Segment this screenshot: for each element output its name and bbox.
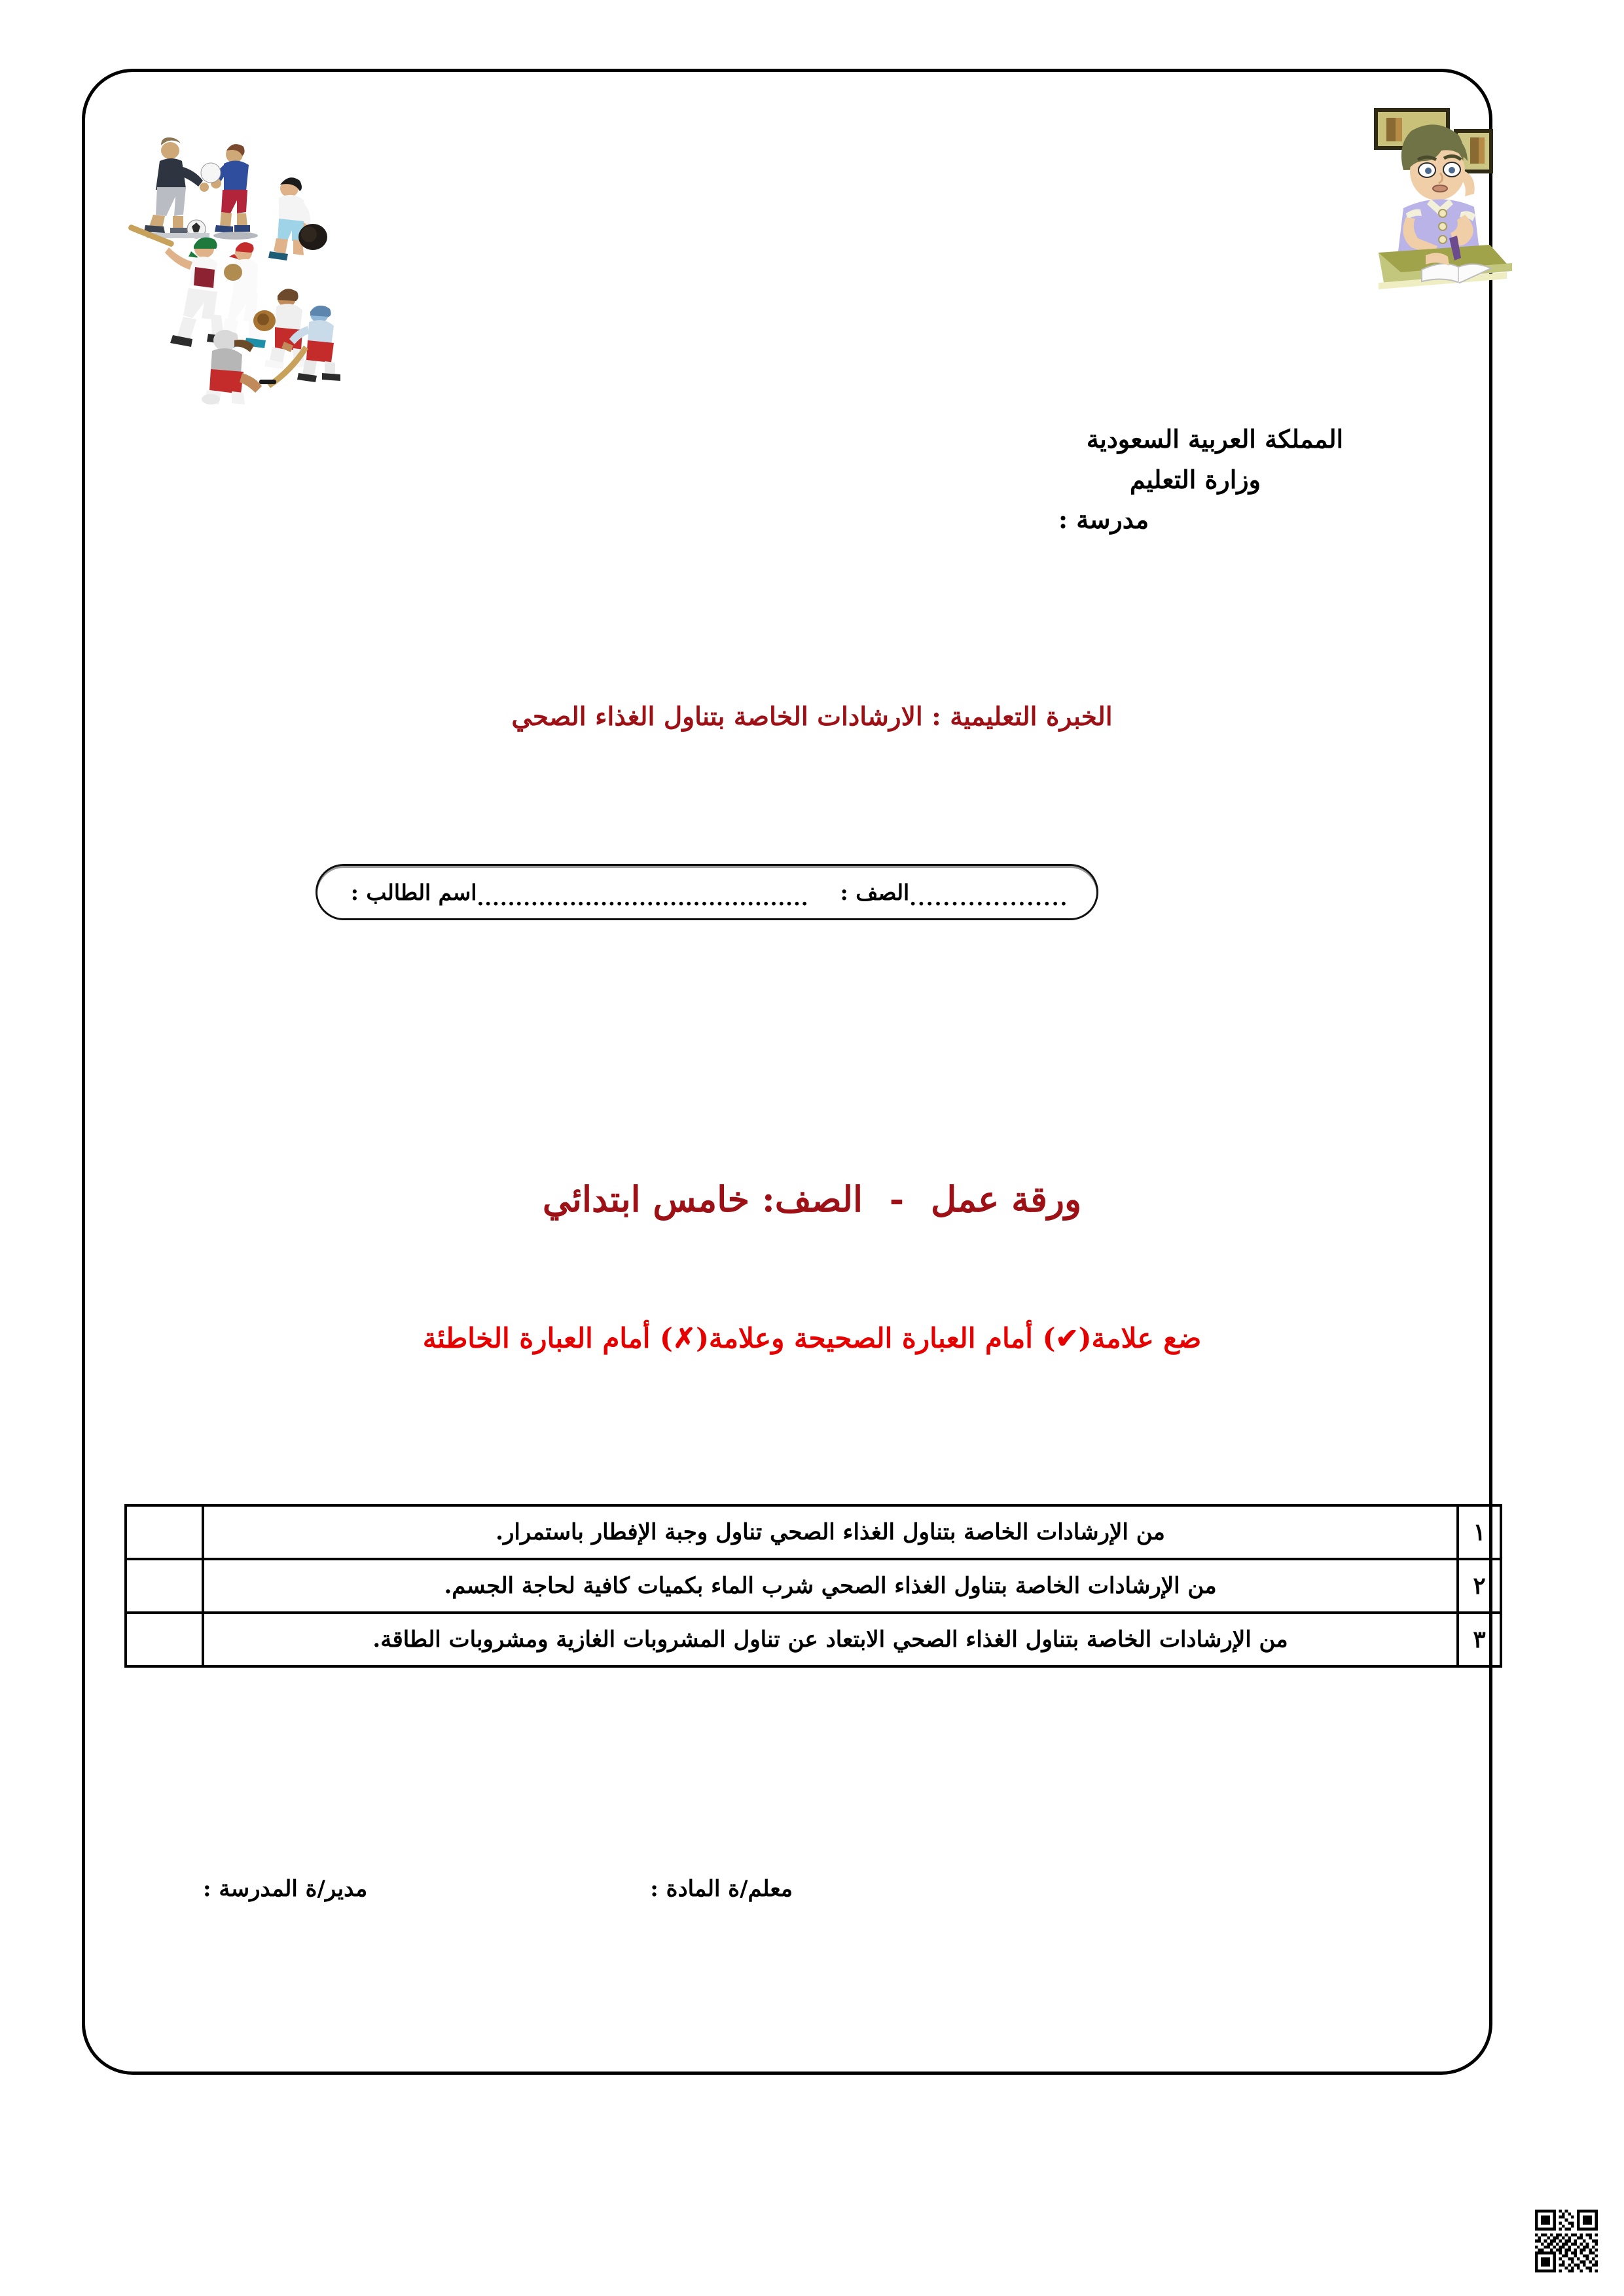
student-name-label: اسم الطالب : bbox=[350, 879, 477, 905]
student-info-box[interactable] bbox=[316, 864, 1098, 920]
statements-table bbox=[124, 1504, 1502, 1668]
educational-experience-title: الخبرة التعليمية : الارشادات الخاصة بتناول الغذاء الصحي bbox=[511, 702, 1113, 732]
row-number: ٣ bbox=[1458, 1613, 1501, 1666]
row-statement: من الإرشادات الخاصة بتناول الغذاء الصحي تناول وجبة الإفطار باستمرار. bbox=[203, 1505, 1458, 1559]
instruction-line: ضع علامة(✔) أمام العبارة الصحيحة وعلامة(✗) أمام العبارة الخاطئة bbox=[422, 1322, 1202, 1354]
soccer-player-figure bbox=[144, 137, 209, 238]
qr-code[interactable] bbox=[1535, 2210, 1598, 2272]
header-line-school: مدرسة : bbox=[1058, 505, 1149, 535]
ministry-header bbox=[966, 419, 1464, 540]
row-statement: من الإرشادات الخاصة بتناول الغذاء الصحي الابتعاد عن تناول المشروبات الغازية ومشروبات الطاقة. bbox=[203, 1613, 1458, 1666]
worksheet-grade-label: الصف: bbox=[761, 1178, 863, 1220]
statements-table-body bbox=[126, 1505, 1501, 1666]
worksheet-title-separator: - bbox=[889, 1178, 905, 1220]
student-name-dots: ........................................... bbox=[477, 886, 809, 910]
row-answer-cell[interactable] bbox=[126, 1559, 203, 1613]
table-row bbox=[126, 1613, 1501, 1666]
student-name-field[interactable] bbox=[346, 879, 809, 910]
worksheet-title bbox=[0, 1178, 1624, 1220]
worksheet-grade-value: خامس ابتدائي bbox=[542, 1178, 750, 1220]
volleyball-player-figure bbox=[201, 144, 258, 240]
class-label: الصف : bbox=[840, 879, 910, 905]
principal-signature-label: مدير/ة المدرسة : bbox=[203, 1876, 368, 1902]
row-answer-cell[interactable] bbox=[126, 1613, 203, 1666]
student-studying-clipart bbox=[1341, 92, 1517, 298]
baseball-fielder-figure bbox=[268, 177, 327, 260]
header-line-kingdom: المملكة العربية السعودية bbox=[1086, 424, 1344, 454]
header-line-ministry: وزارة التعليم bbox=[1129, 464, 1261, 494]
table-row bbox=[126, 1559, 1501, 1613]
row-number: ٢ bbox=[1458, 1559, 1501, 1613]
worksheet-title-main: ورقة عمل bbox=[931, 1178, 1082, 1220]
row-number: ١ bbox=[1458, 1505, 1501, 1559]
class-dots: ................... bbox=[909, 886, 1069, 910]
row-answer-cell[interactable] bbox=[126, 1505, 203, 1559]
class-field[interactable] bbox=[835, 879, 1069, 910]
table-row bbox=[126, 1505, 1501, 1559]
footer-signatures bbox=[124, 1876, 1500, 1902]
baseball-batter-figure bbox=[128, 224, 228, 347]
sports-collage-clipart bbox=[113, 110, 361, 404]
row-statement: من الإرشادات الخاصة بتناول الغذاء الصحي شرب الماء بكميات كافية لحاجة الجسم. bbox=[203, 1559, 1458, 1613]
teacher-signature-label: معلم/ة المادة : bbox=[650, 1876, 793, 1902]
